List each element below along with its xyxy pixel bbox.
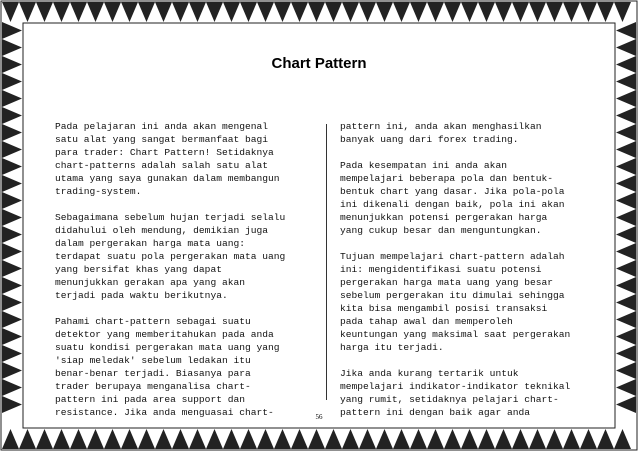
border-triangle bbox=[616, 192, 636, 209]
border-triangle bbox=[512, 429, 529, 449]
border-triangle bbox=[495, 429, 512, 449]
border-triangle bbox=[2, 209, 22, 226]
border-triangle bbox=[2, 73, 22, 90]
border-triangle bbox=[2, 141, 22, 158]
text-line: resistance. Jika anda menguasai chart- bbox=[55, 407, 274, 418]
border-triangle bbox=[546, 2, 563, 22]
border-triangle bbox=[19, 2, 36, 22]
border-triangle bbox=[2, 175, 22, 192]
text-line: trader berupaya menganalisa chart- bbox=[55, 381, 251, 392]
border-triangle bbox=[529, 429, 546, 449]
text-line: Sebagaimana sebelum hujan terjadi selalu bbox=[55, 212, 286, 223]
border-triangle bbox=[2, 158, 22, 175]
border-triangle bbox=[614, 429, 631, 449]
border-triangle bbox=[393, 2, 410, 22]
border-triangle bbox=[104, 429, 121, 449]
border-triangle bbox=[444, 429, 461, 449]
border-triangle bbox=[240, 429, 257, 449]
border-triangle bbox=[70, 2, 87, 22]
border-triangle bbox=[172, 429, 189, 449]
border-triangle bbox=[257, 2, 274, 22]
border-triangle bbox=[2, 396, 22, 413]
paragraph bbox=[340, 159, 588, 237]
border-triangle bbox=[2, 39, 22, 56]
border-triangle bbox=[580, 2, 597, 22]
border-triangle bbox=[189, 2, 206, 22]
border-triangle bbox=[616, 175, 636, 192]
text-line: benar-benar terjadi. Biasanya para bbox=[55, 368, 251, 379]
border-triangle bbox=[206, 429, 223, 449]
border-triangle bbox=[614, 2, 631, 22]
text-line: dalam pergerakan harga mata uang: bbox=[55, 238, 245, 249]
text-line: mempelajari beberapa pola dan bentuk- bbox=[340, 173, 554, 184]
text-line: suatu kondisi pergerakan mata uang yang bbox=[55, 342, 280, 353]
border-triangle bbox=[2, 192, 22, 209]
border-triangle bbox=[2, 379, 22, 396]
border-triangle bbox=[495, 2, 512, 22]
border-triangle bbox=[291, 429, 308, 449]
border-triangle bbox=[206, 2, 223, 22]
border-triangle bbox=[308, 429, 325, 449]
border-triangle bbox=[2, 362, 22, 379]
border-triangle bbox=[616, 124, 636, 141]
border-triangle bbox=[461, 429, 478, 449]
border-triangle bbox=[616, 158, 636, 175]
paragraph bbox=[340, 250, 588, 354]
text-line: 'siap meledak' sebelum ledakan itu bbox=[55, 355, 251, 366]
text-line: terjadi pada waktu berikutnya. bbox=[55, 290, 228, 301]
paragraph bbox=[55, 120, 317, 198]
text-line: pada tahap awal dan memperoleh bbox=[340, 316, 513, 327]
border-triangle bbox=[616, 362, 636, 379]
text-line: satu alat yang sangat bermanfaat bagi bbox=[55, 134, 269, 145]
text-line: ini: mengidentifikasi suatu potensi bbox=[340, 264, 542, 275]
text-line: pergerakan harga mata uang yang besar bbox=[340, 277, 554, 288]
border-triangle bbox=[155, 2, 172, 22]
border-triangle bbox=[240, 2, 257, 22]
border-triangle bbox=[563, 429, 580, 449]
border-triangle bbox=[70, 429, 87, 449]
border-triangle bbox=[359, 2, 376, 22]
border-triangle bbox=[121, 429, 138, 449]
text-line: detektor yang memberitahukan pada anda bbox=[55, 329, 274, 340]
border-triangle bbox=[427, 2, 444, 22]
border-triangle bbox=[563, 2, 580, 22]
border-triangle bbox=[257, 429, 274, 449]
border-triangle bbox=[616, 328, 636, 345]
text-line: menunjukkan gerakan apa yang akan bbox=[55, 277, 245, 288]
border-triangle bbox=[291, 2, 308, 22]
border-triangle bbox=[308, 2, 325, 22]
border-triangle bbox=[616, 73, 636, 90]
border-triangle bbox=[597, 429, 614, 449]
border-triangle bbox=[172, 2, 189, 22]
text-line: menunjukkan potensi pergerakan harga bbox=[340, 212, 548, 223]
paragraph bbox=[55, 315, 317, 419]
page-number: 56 bbox=[315, 413, 323, 421]
border-triangle bbox=[461, 2, 478, 22]
paragraph bbox=[340, 367, 588, 419]
border-triangle bbox=[616, 39, 636, 56]
border-triangle bbox=[616, 107, 636, 124]
paragraph bbox=[55, 211, 317, 302]
border-triangle bbox=[616, 226, 636, 243]
text-line: para trader: Chart Pattern! Setidaknya bbox=[55, 147, 274, 158]
border-triangle bbox=[325, 2, 342, 22]
border-triangle bbox=[529, 2, 546, 22]
border-triangle bbox=[616, 396, 636, 413]
text-line: pattern ini pada area support dan bbox=[55, 394, 245, 405]
border-triangle bbox=[155, 429, 172, 449]
right-text-column bbox=[340, 120, 588, 432]
border-triangle bbox=[342, 2, 359, 22]
border-triangle bbox=[410, 429, 427, 449]
text-line: ini dikenali dengan baik, pola ini akan bbox=[340, 199, 565, 210]
border-triangle bbox=[2, 2, 19, 22]
border-triangle bbox=[616, 260, 636, 277]
border-triangle bbox=[616, 277, 636, 294]
border-triangle bbox=[616, 22, 636, 39]
border-triangle bbox=[87, 429, 104, 449]
border-triangle bbox=[53, 2, 70, 22]
border-triangle bbox=[546, 429, 563, 449]
border-triangle bbox=[478, 2, 495, 22]
border-triangle bbox=[2, 22, 22, 39]
text-line: utama yang saya gunakan dalam membangun bbox=[55, 173, 280, 184]
border-triangle bbox=[342, 429, 359, 449]
text-line: sebelum pergerakan itu dimulai sehingga bbox=[340, 290, 565, 301]
page-title: Chart Pattern bbox=[271, 55, 367, 72]
text-line: Pahami chart-pattern sebagai suatu bbox=[55, 316, 251, 327]
paragraph bbox=[340, 120, 588, 146]
border-triangle bbox=[36, 429, 53, 449]
text-line: trading-system. bbox=[55, 186, 142, 197]
text-line: bentuk chart yang dasar. Jika pola-pola bbox=[340, 186, 565, 197]
border-triangle bbox=[36, 2, 53, 22]
border-triangle bbox=[2, 311, 22, 328]
text-line: yang rumit, setidaknya pelajari chart- bbox=[340, 394, 559, 405]
border-triangle bbox=[616, 209, 636, 226]
border-triangle bbox=[2, 260, 22, 277]
border-triangle bbox=[2, 226, 22, 243]
border-triangle bbox=[616, 379, 636, 396]
border-triangle bbox=[580, 429, 597, 449]
border-triangle bbox=[376, 2, 393, 22]
border-triangle bbox=[87, 2, 104, 22]
border-triangle bbox=[274, 2, 291, 22]
text-line: pattern ini, anda akan menghasilkan bbox=[340, 121, 542, 132]
border-triangle bbox=[138, 429, 155, 449]
text-line: Jika anda kurang tertarik untuk bbox=[340, 368, 519, 379]
text-line: banyak uang dari forex trading. bbox=[340, 134, 519, 145]
border-triangle bbox=[616, 90, 636, 107]
border-triangle bbox=[189, 429, 206, 449]
text-line: yang bersifat khas yang dapat bbox=[55, 264, 222, 275]
border-triangle bbox=[359, 429, 376, 449]
text-line: chart-patterns adalah salah satu alat bbox=[55, 160, 269, 171]
text-line: kita bisa mengambil posisi transaksi bbox=[340, 303, 548, 314]
border-triangle bbox=[616, 243, 636, 260]
text-line: Tujuan mempelajari chart-pattern adalah bbox=[340, 251, 565, 262]
border-triangle bbox=[410, 2, 427, 22]
border-triangle bbox=[104, 2, 121, 22]
border-triangle bbox=[2, 243, 22, 260]
border-triangle bbox=[325, 429, 342, 449]
border-triangle bbox=[223, 429, 240, 449]
text-line: mempelajari indikator-indikator teknikal bbox=[340, 381, 571, 392]
column-divider bbox=[326, 124, 327, 400]
text-line: terdapat suatu pola pergerakan mata uang bbox=[55, 251, 286, 262]
border-triangle bbox=[2, 107, 22, 124]
border-triangle bbox=[616, 311, 636, 328]
text-line: didahului oleh mendung, demikian juga bbox=[55, 225, 269, 236]
border-triangle bbox=[2, 90, 22, 107]
border-triangle bbox=[616, 345, 636, 362]
border-triangle bbox=[376, 429, 393, 449]
border-triangle bbox=[444, 2, 461, 22]
border-triangle bbox=[121, 2, 138, 22]
border-triangle bbox=[478, 429, 495, 449]
text-line: yang cukup besar dan menguntungkan. bbox=[340, 225, 542, 236]
border-triangle bbox=[19, 429, 36, 449]
left-text-column bbox=[55, 120, 317, 432]
border-triangle bbox=[2, 124, 22, 141]
border-triangle bbox=[223, 2, 240, 22]
border-triangle bbox=[427, 429, 444, 449]
text-line: harga itu terjadi. bbox=[340, 342, 444, 353]
text-line: Pada kesempatan ini anda akan bbox=[340, 160, 507, 171]
text-line: Pada pelajaran ini anda akan mengenal bbox=[55, 121, 269, 132]
border-triangle bbox=[2, 345, 22, 362]
border-triangle bbox=[2, 328, 22, 345]
text-line: pattern ini dengan baik agar anda bbox=[340, 407, 530, 418]
border-triangle bbox=[138, 2, 155, 22]
border-triangle bbox=[393, 429, 410, 449]
border-triangle bbox=[274, 429, 291, 449]
border-triangle bbox=[616, 141, 636, 158]
border-triangle bbox=[597, 2, 614, 22]
border-triangle bbox=[616, 294, 636, 311]
border-triangle bbox=[2, 294, 22, 311]
border-triangle bbox=[2, 277, 22, 294]
border-triangle bbox=[2, 429, 19, 449]
text-line: keuntungan yang maksimal saat pergerakan bbox=[340, 329, 571, 340]
border-triangle bbox=[512, 2, 529, 22]
border-triangle bbox=[53, 429, 70, 449]
